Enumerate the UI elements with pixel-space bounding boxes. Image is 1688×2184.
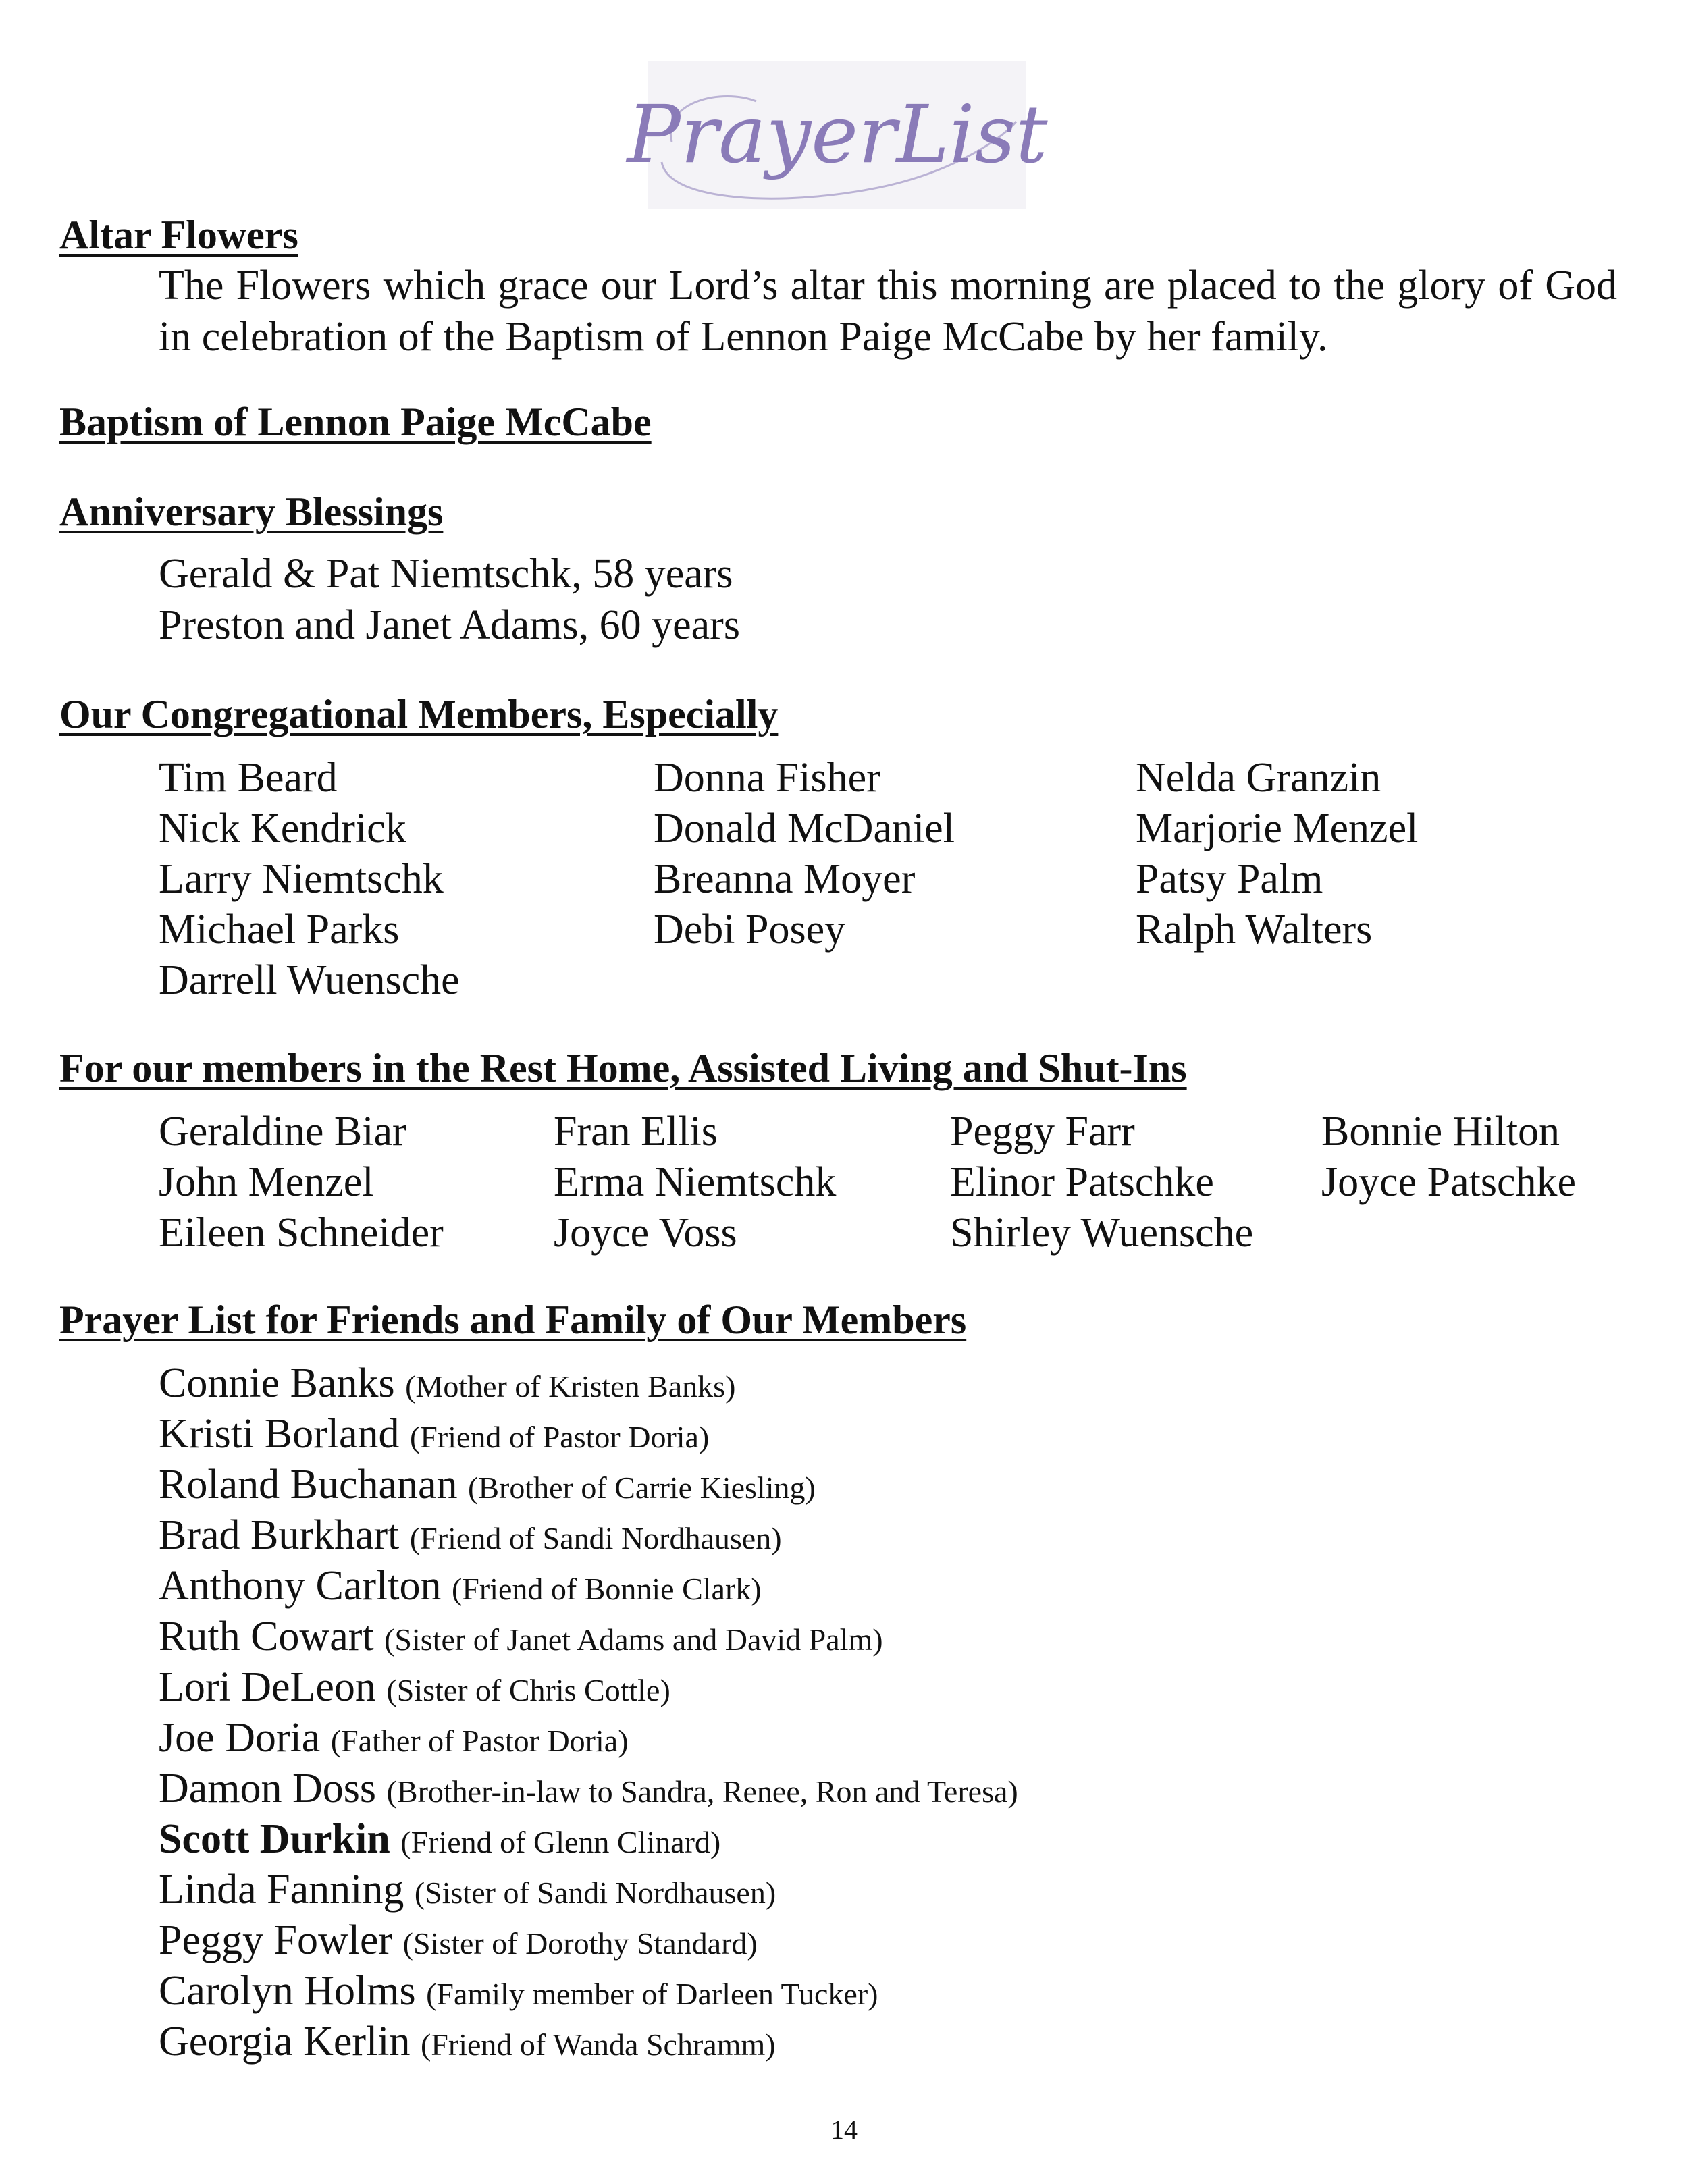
prayer-relation: (Family member of Darleen Tucker): [426, 1977, 878, 2011]
prayer-relation: (Sister of Janet Adams and David Palm): [384, 1622, 883, 1657]
prayer-name: Carolyn Holms: [159, 1968, 416, 2014]
congregational-member: Breanna Moyer: [654, 856, 916, 902]
rest-home-member: Bonnie Hilton: [1321, 1109, 1560, 1154]
prayer-relation: (Friend of Wanda Schramm): [420, 2027, 776, 2062]
congregational-member: Patsy Palm: [1136, 856, 1323, 902]
prayer-list-item: [159, 1815, 720, 1866]
prayer-name: Georgia Kerlin: [159, 2019, 411, 2065]
prayer-relation: (Mother of Kristen Banks): [405, 1369, 736, 1404]
prayer-relation: (Sister of Sandi Nordhausen): [414, 1875, 776, 1910]
rest-home-member: Peggy Farr: [950, 1109, 1135, 1154]
rest-home-member: John Menzel: [159, 1159, 374, 1205]
rest-home-member: Eileen Schneider: [159, 1210, 444, 1256]
prayer-list-item: [159, 1562, 762, 1613]
prayer-name: Ruth Cowart: [159, 1614, 374, 1659]
prayer-list-logo: [627, 61, 1048, 209]
prayer-list-item: [159, 1360, 735, 1410]
congregational-member: Ralph Walters: [1136, 907, 1373, 953]
congregational-member: Nelda Granzin: [1136, 755, 1381, 801]
rest-home-member: Erma Niemtschk: [554, 1159, 837, 1205]
altar-flowers-heading: Altar Flowers: [59, 213, 298, 257]
prayer-list-item: [159, 1512, 782, 1562]
prayer-list-item: [159, 1866, 776, 1917]
congregational-heading: Our Congregational Members, Especially: [59, 692, 779, 737]
prayer-relation: (Sister of Dorothy Standard): [402, 1926, 758, 1961]
prayer-list-item: [159, 1461, 816, 1512]
prayer-list-item: [159, 1714, 629, 1765]
prayer-relation: (Sister of Chris Cottle): [386, 1673, 670, 1707]
anniversary-item: Gerald & Pat Niemtschk, 58 years: [159, 551, 733, 597]
prayer-list-item: [159, 1967, 878, 2018]
congregational-member: Marjorie Menzel: [1136, 805, 1419, 851]
prayer-list-item: [159, 1613, 883, 1663]
prayer-list-item: [159, 1917, 758, 1967]
logo-text: PrayerList: [627, 88, 1048, 181]
prayer-relation: (Brother-in-law to Sandra, Renee, Ron and Teresa): [386, 1774, 1018, 1809]
prayer-name: Brad Burkhart: [159, 1512, 400, 1558]
rest-home-member: Geraldine Biar: [159, 1109, 406, 1154]
congregational-member: Tim Beard: [159, 755, 338, 801]
baptism-heading: Baptism of Lennon Paige McCabe: [59, 400, 652, 444]
congregational-member: Nick Kendrick: [159, 805, 406, 851]
prayer-relation: (Friend of Pastor Doria): [409, 1420, 710, 1454]
prayer-name: Joe Doria: [159, 1715, 321, 1761]
anniversary-heading: Anniversary Blessings: [59, 489, 444, 534]
rest-home-member: Fran Ellis: [554, 1109, 718, 1154]
prayer-name: Lori DeLeon: [159, 1664, 376, 1710]
prayer-name: Roland Buchanan: [159, 1462, 458, 1508]
page-number: 14: [830, 2114, 858, 2145]
congregational-member: Donna Fisher: [654, 755, 880, 801]
prayer-relation: (Father of Pastor Doria): [330, 1724, 629, 1758]
prayer-list-item: [159, 2018, 776, 2069]
prayer-list-item: [159, 1663, 670, 1714]
prayer-relation: (Friend of Sandi Nordhausen): [409, 1521, 782, 1555]
prayer-name: Peggy Fowler: [159, 1917, 393, 1963]
rest-home-member: Joyce Voss: [554, 1210, 737, 1256]
rest-home-member: Joyce Patschke: [1321, 1159, 1577, 1205]
prayer-relation: (Friend of Bonnie Clark): [451, 1572, 762, 1606]
congregational-member: Donald McDaniel: [654, 805, 955, 851]
rest-home-heading: For our members in the Rest Home, Assisted Living and Shut-Ins: [59, 1046, 1187, 1090]
congregational-member: Debi Posey: [654, 907, 846, 953]
rest-home-member: Elinor Patschke: [950, 1159, 1214, 1205]
prayer-name: Connie Banks: [159, 1360, 395, 1406]
altar-flowers-text: The Flowers which grace our Lord’s altar this morning are placed to the glory of God in celebration of the Baptism of Lennon Paige McCabe by her family.: [159, 263, 1617, 360]
prayer-name: Linda Fanning: [159, 1867, 404, 1913]
congregational-member: Michael Parks: [159, 907, 400, 953]
prayer-list-logo-art: [627, 61, 1048, 209]
rest-home-member: Shirley Wuensche: [950, 1210, 1254, 1256]
prayer-relation: (Friend of Glenn Clinard): [400, 1825, 721, 1859]
prayer-name: Damon Doss: [159, 1765, 377, 1811]
prayer-name: Kristi Borland: [159, 1411, 400, 1457]
anniversary-item: Preston and Janet Adams, 60 years: [159, 602, 740, 648]
prayer-list-item: [159, 1765, 1018, 1815]
friends-family-heading: Prayer List for Friends and Family of Our Members: [59, 1298, 967, 1342]
prayer-relation: (Brother of Carrie Kiesling): [468, 1470, 816, 1505]
congregational-member: Darrell Wuensche: [159, 957, 460, 1003]
congregational-member: Larry Niemtschk: [159, 856, 444, 902]
prayer-list-item: [159, 1410, 709, 1461]
prayer-name: Scott Durkin: [159, 1816, 390, 1862]
prayer-name: Anthony Carlton: [159, 1563, 442, 1609]
